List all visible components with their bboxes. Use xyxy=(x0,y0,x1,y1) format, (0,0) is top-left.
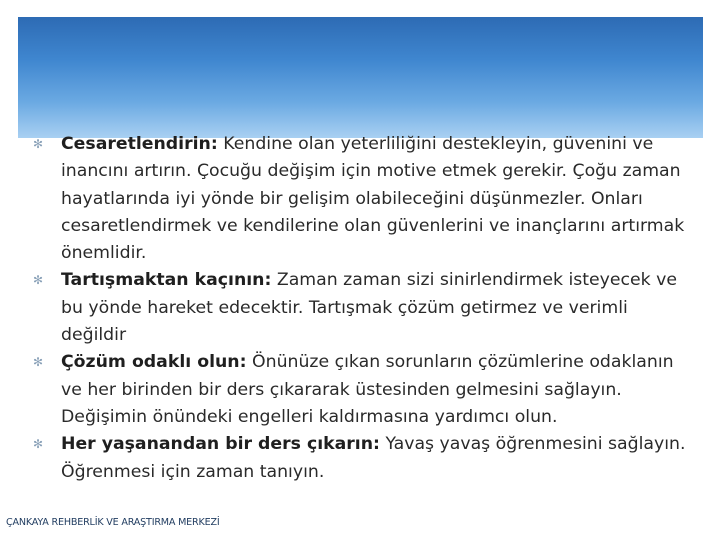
bullet-list xyxy=(30,131,698,486)
bullet-term: Tartışmaktan kaçının: xyxy=(61,270,272,291)
bullet-term: Her yaşanandan bir ders çıkarın: xyxy=(61,434,380,455)
bullet-star-icon: ✻ xyxy=(32,355,44,370)
bullet-star-icon: ✻ xyxy=(32,137,44,151)
bullet-term: Çözüm odaklı olun: xyxy=(61,352,247,373)
bullet-item-tartismaktan-kacinin xyxy=(30,267,698,349)
footer-organization: ÇANKAYA REHBERLİK VE ARAŞTIRMA MERKEZİ xyxy=(6,517,220,528)
bullet-item-ders-cikarin xyxy=(30,431,698,486)
bullet-text: Önünüze çıkan sorunların çözümlerine odaklanın ve her birinden bir ders çıkararak üstesinden gelmesini sağlayın. Değişimin önündeki engelleri kaldırmasına yardımcı olun. xyxy=(61,352,674,427)
bullet-star-icon: ✻ xyxy=(32,437,44,452)
bullet-text: Yavaş yavaş öğrenmesini sağlayın. Öğrenmesi için zaman tanıyın. xyxy=(61,434,686,482)
bullet-text: Zaman zaman sizi sinirlendirmek isteyecek ve bu yönde hareket edecektir. Tartışmak çözüm getirmez ve verimli değildir xyxy=(61,270,678,346)
bullet-item-cozum-odakli-olun xyxy=(30,349,698,431)
bullet-term: Cesaretlendirin: xyxy=(61,134,218,154)
bullet-text: Kendine olan yeterliliğini destekleyin, güvenini ve inancını artırın. Çocuğu değişim için motive etmek gerekir. Çoğu zaman hayatlarında iyi yönde bir gelişim olabileceğini düşünmezler. Onları cesaretlendirmek ve kendilerine olan güvenlerini ve inançlarını artırmak önemlidir. xyxy=(61,134,685,264)
bullet-star-icon: ✻ xyxy=(32,273,44,288)
header-band xyxy=(18,17,703,138)
bullet-item-cesaretlendirin xyxy=(30,131,698,267)
